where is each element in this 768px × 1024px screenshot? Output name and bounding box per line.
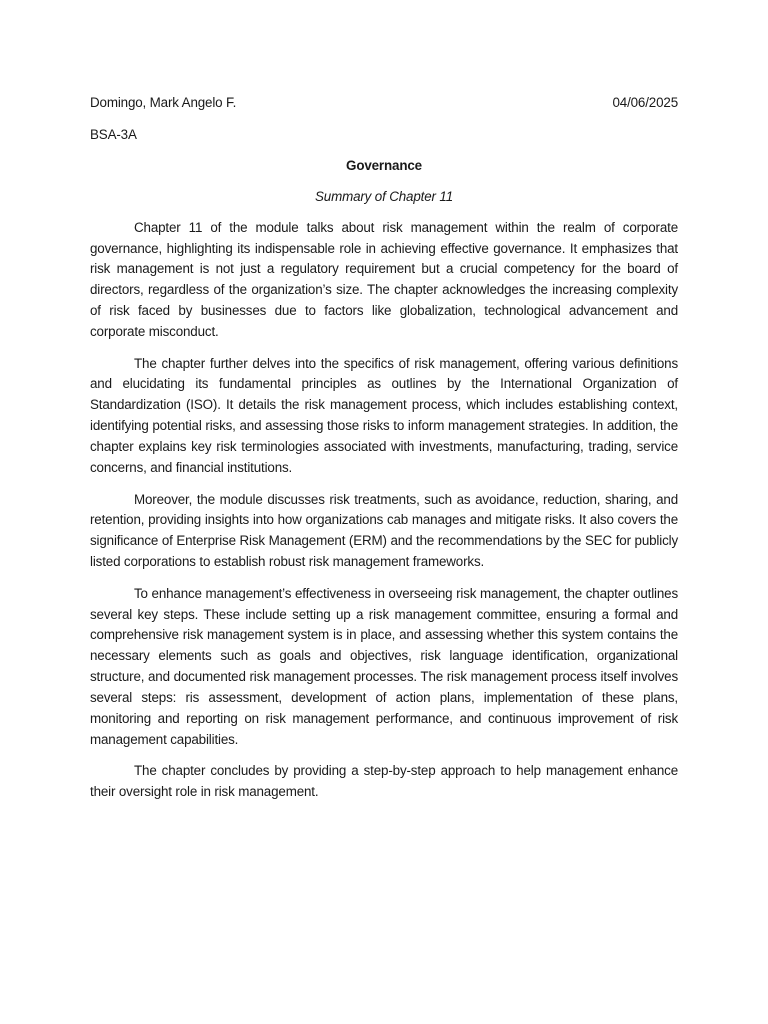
- paragraph-4: To enhance management’s effectiveness in overseeing risk management, the chapter outlines several key steps. These include setting up a risk management committee, ensuring a formal and comprehensive risk management system is in place, and assessing whether this system contains the necessary elements such as goals and objectives, risk language identification, organizational structure, and documented risk management processes. The risk management process itself involves several steps: ris assessment, development of action plans, implementation of these plans, monitoring and reporting on risk management performance, and continuous improvement of risk management capabilities.: [90, 585, 678, 747]
- class-section: BSA-3A: [90, 126, 137, 142]
- document-title: Governance: [346, 157, 422, 173]
- paragraph-3: Moreover, the module discusses risk treatments, such as avoidance, reduction, sharing, and retention, providing insights into how organizations cab manages and mitigate risks. It also covers the significance of Enterprise Risk Management (ERM) and the recommendations by the SEC for publicly listed corporations to establish robust risk management frameworks.: [90, 491, 678, 570]
- paragraph-1: Chapter 11 of the module talks about risk management within the realm of corporate governance, highlighting its indispensable role in achieving effective governance. It emphasizes that risk management is not just a regulatory requirement but a crucial competency for the board of directors, regardless of the organization’s size. The chapter acknowledges the increasing complexity of risk faced by businesses due to factors like globalization, technological advancement and corporate misconduct.: [90, 219, 678, 340]
- document-date: 04/06/2025: [612, 95, 678, 110]
- document-subtitle: Summary of Chapter 11: [314, 188, 453, 204]
- header-row: [90, 93, 678, 114]
- document-page: [90, 93, 678, 814]
- author-name: Domingo, Mark Angelo F.: [90, 95, 237, 110]
- paragraph-2: The chapter further delves into the specifics of risk management, offering various definitions and elucidating its fundamental principles as outlines by the International Organization of Standardization (ISO). It details the risk management process, which includes establishing context, identifying potential risks, and assessing those risks to inform management strategies. In addition, the chapter explains key risk terminologies associated with investments, manufacturing, trading, service concerns, and financial institutions.: [90, 355, 678, 476]
- paragraph-5: The chapter concludes by providing a step-by-step approach to help management enhance their oversight role in risk management.: [90, 763, 678, 800]
